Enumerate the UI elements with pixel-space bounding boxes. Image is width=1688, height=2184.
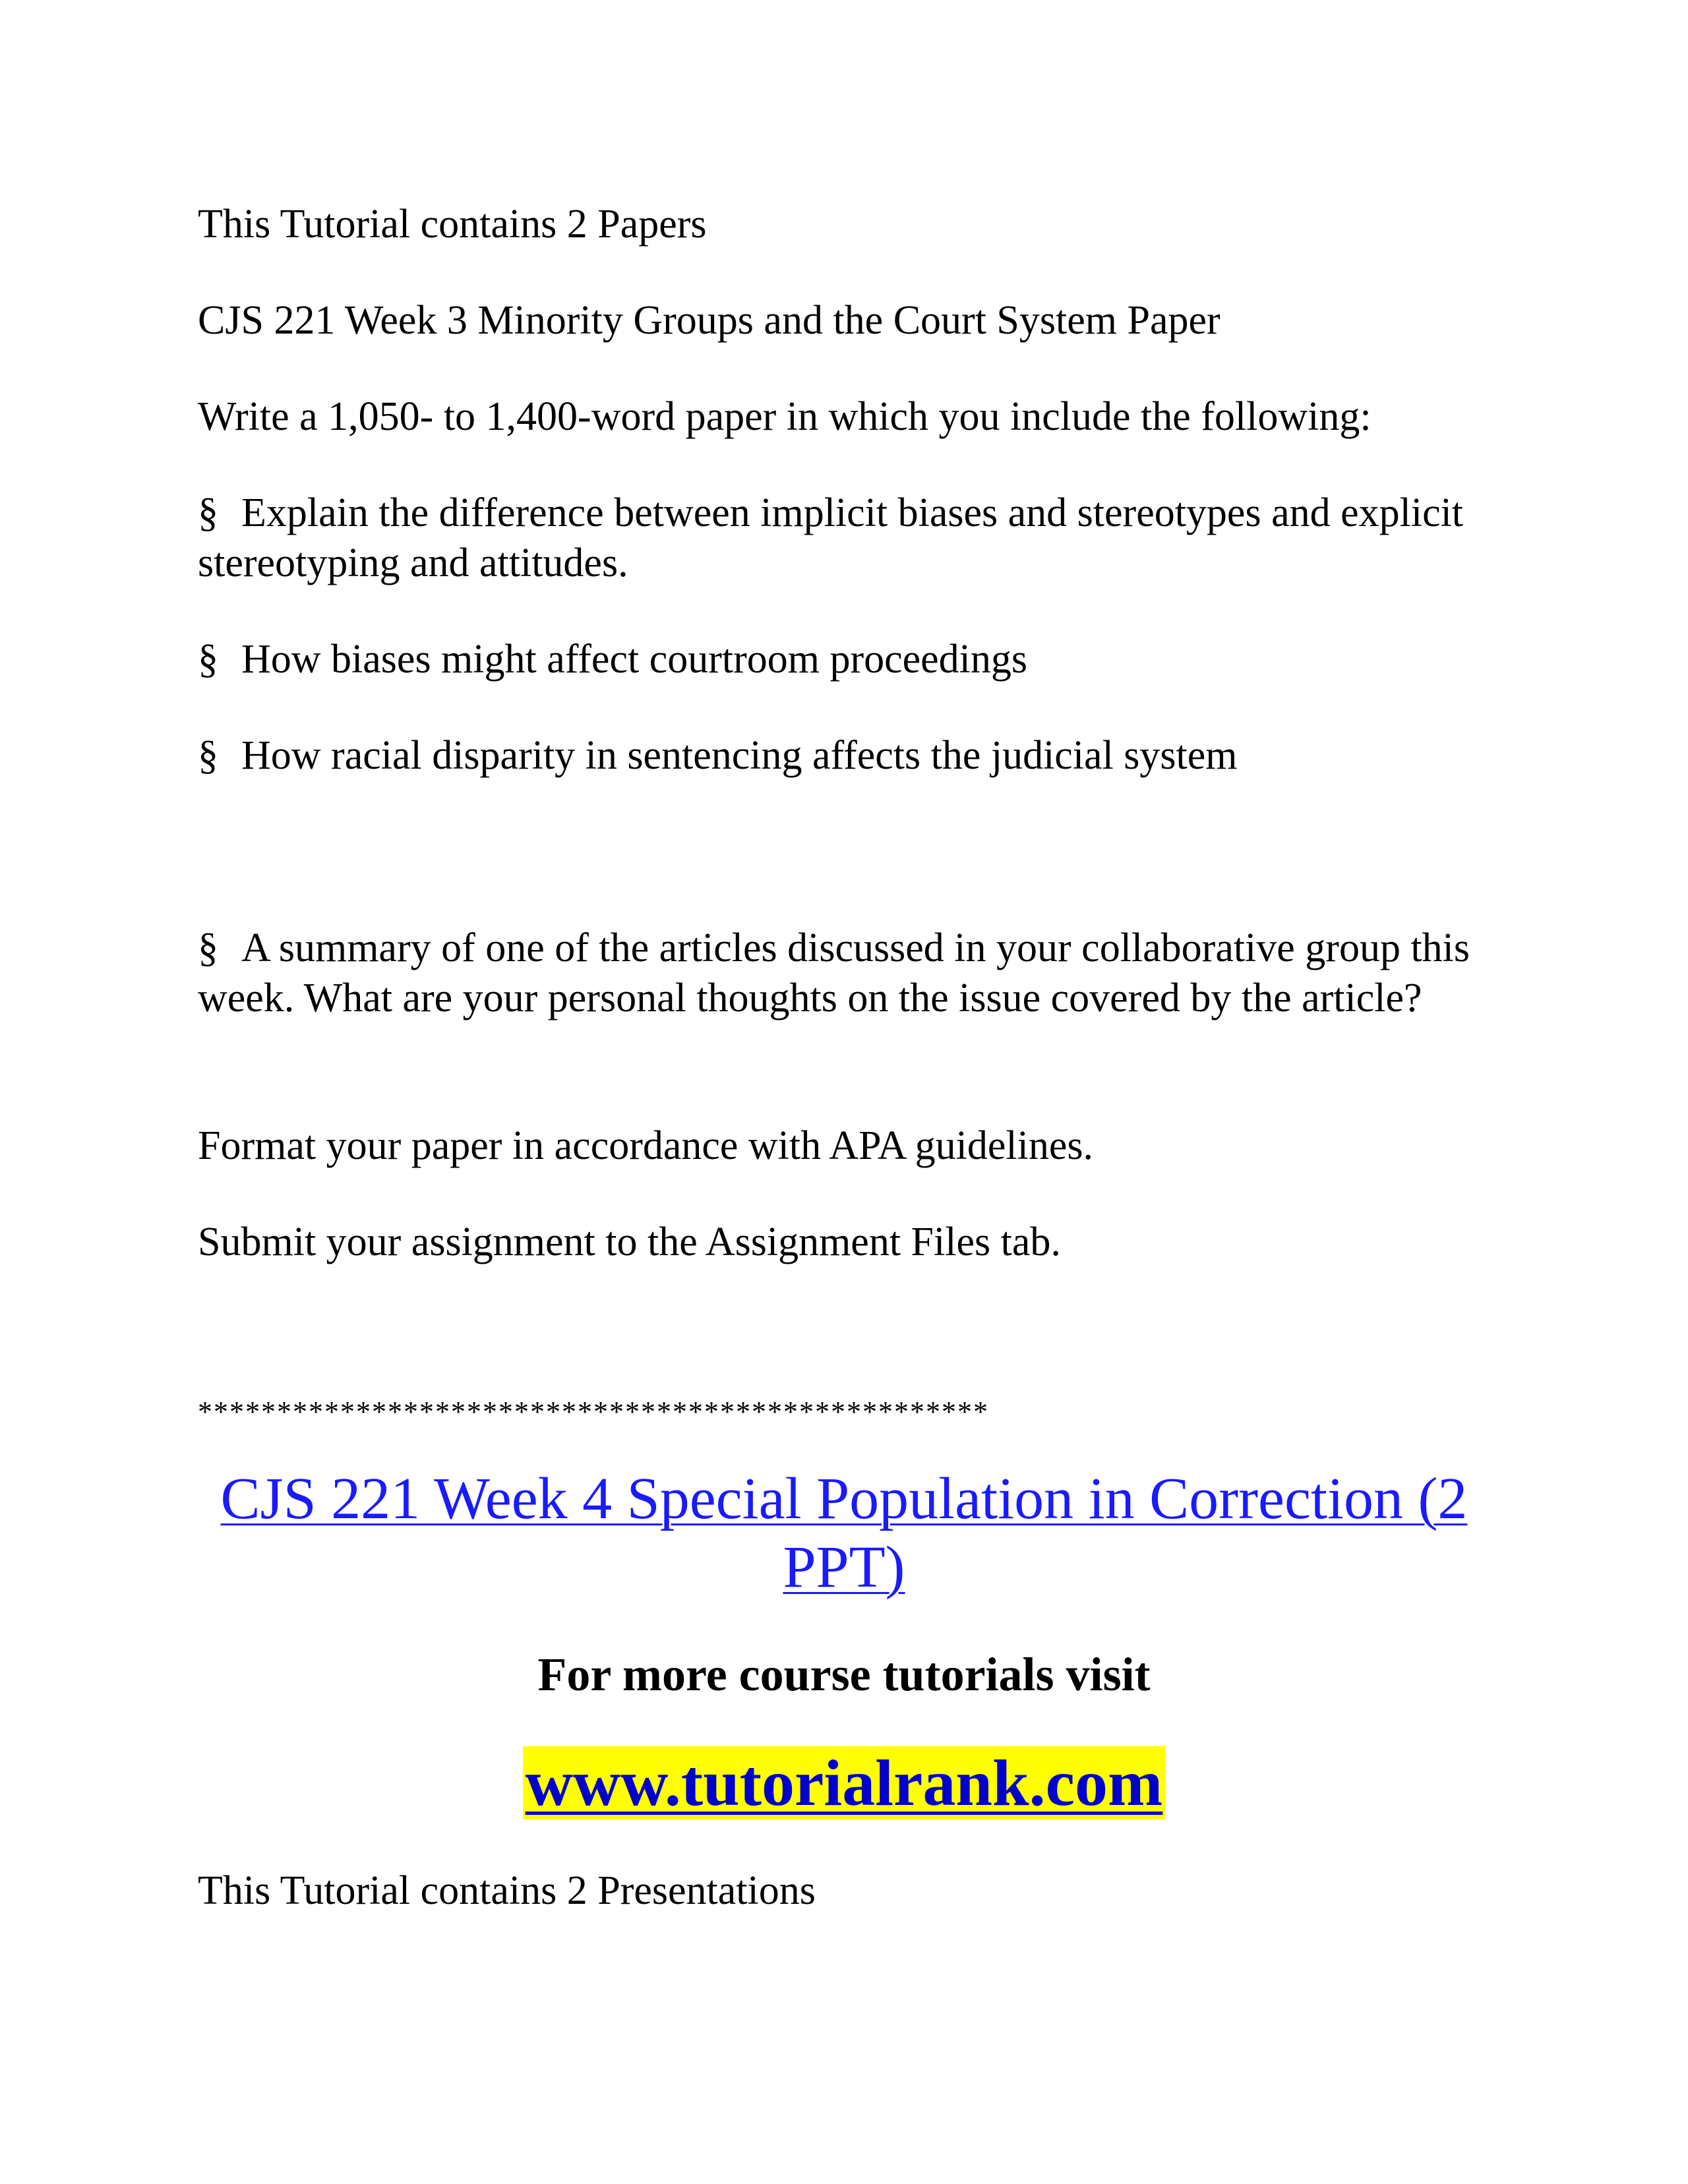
paper-title: CJS 221 Week 3 Minority Groups and the Court System Paper <box>198 298 1221 343</box>
bullet-text: Explain the difference between implicit biases and stereotypes and explicit stereotyping and attitudes. <box>198 490 1464 585</box>
section-sign-icon: § <box>198 926 218 970</box>
visit-text: For more course tutorials visit <box>537 1648 1151 1701</box>
next-tutorial-heading <box>198 1465 1490 1602</box>
bullet-item <box>198 923 1490 1023</box>
website-line <box>198 1744 1490 1823</box>
section-sign-icon: § <box>198 490 218 535</box>
bullet-text: How racial disparity in sentencing affects the judicial system <box>241 733 1238 778</box>
paper-instructions: Write a 1,050- to 1,400-word paper in which you include the following: <box>198 394 1372 439</box>
bullet-text: A summary of one of the articles discussed in your collaborative group this week. What are your personal thoughts on the issue covered by the article? <box>198 926 1470 1020</box>
tutorial-outro: This Tutorial contains 2 Presentations <box>198 1868 816 1913</box>
bullet-item <box>198 730 1490 781</box>
next-tutorial-link[interactable]: CJS 221 Week 4 Special Population in Correction (2 PPT) <box>220 1466 1468 1600</box>
bullet-text: How biases might affect courtroom proceedings <box>241 637 1028 682</box>
bullet-item <box>198 488 1490 588</box>
tutorial-intro: This Tutorial contains 2 Papers <box>198 202 707 247</box>
section-sign-icon: § <box>198 637 218 682</box>
section-sign-icon: § <box>198 733 218 778</box>
separator-line: ************************************************** <box>198 1396 989 1428</box>
submit-note: Submit your assignment to the Assignment Files tab. <box>198 1220 1061 1264</box>
format-note: Format your paper in accordance with APA guidelines. <box>198 1123 1093 1168</box>
bullet-item <box>198 634 1490 684</box>
website-link[interactable]: www.tutorialrank.com <box>523 1746 1166 1819</box>
